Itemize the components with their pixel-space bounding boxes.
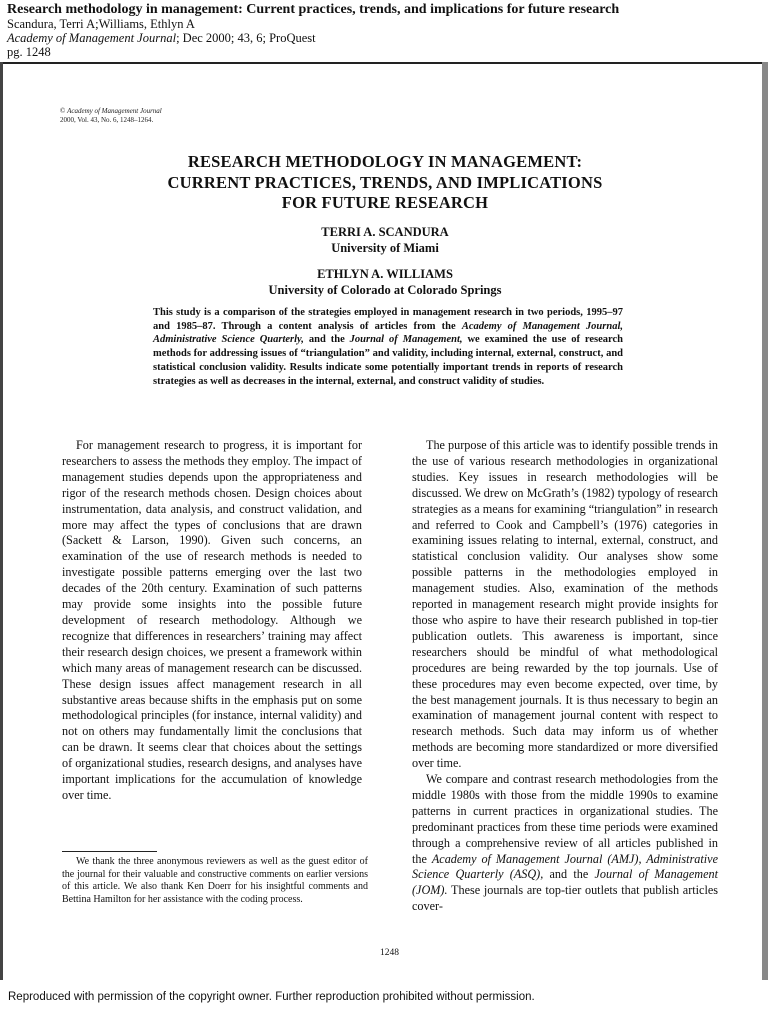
abstract-text: This study is a comparison of the strategies employed in management research in two periods, 1995–97 and 1985–87. Through a content analysis of articles from the bbox=[153, 307, 623, 332]
author-name: ETHLYN A. WILLIAMS bbox=[317, 267, 453, 281]
abstract-journals: Academy of Management Journal, Administrative Science Quarterly, bbox=[153, 320, 623, 346]
abstract-journal-jom: Journal of Management, bbox=[349, 334, 463, 346]
stamp-journal: Academy of Management Journal bbox=[67, 107, 162, 115]
title-line: FOR FUTURE RESEARCH bbox=[281, 193, 489, 212]
citation-source bbox=[7, 31, 762, 45]
page-edge-left bbox=[0, 62, 3, 980]
author-block bbox=[120, 224, 650, 256]
citation-header bbox=[7, 2, 762, 59]
title-line: RESEARCH METHODOLOGY IN MANAGEMENT: bbox=[187, 152, 583, 171]
journal-names: Academy of Management Journal (AMJ), Administrative Science Quarterly (ASQ), bbox=[412, 851, 718, 882]
title-line: CURRENT PRACTICES, TRENDS, AND IMPLICATIONS bbox=[167, 172, 603, 192]
citation-details: ; Dec 2000; 43, 6; ProQuest bbox=[176, 31, 316, 45]
author-block bbox=[120, 266, 650, 298]
copyright-symbol: © bbox=[60, 107, 66, 115]
body-paragraph: The purpose of this article was to identify possible trends in the use of various research methodologies in organizational studies. Key issues in research methodologies will be discussed. We drew on McGrath’s (1982) typology of research strategies as a means for examining “triangulation” in research and referred to Cook and Campbell’s (1976) categories in examining issues relating to internal, external, construct, and statistical conclusion validity. Our analyses show some possible patterns in the methodologies employed in management studies. Also, examination of the methods reported in management research might provide insights for those who aspire to have their research published in top-tier publication outlets. This awareness is important, since researchers should be mindful of what methodological procedures are being rewarded by the top journals. Use of these procedures may even become expected, over time, by the best management journals. It is thus necessary to begin an examination of management journal content with respect to research methods. Such data may inform us of whether methods are becoming more standardized or more diversified over time. bbox=[412, 438, 718, 771]
journal-jom: Journal of Management (JOM). bbox=[412, 867, 718, 898]
page-edge-right bbox=[762, 62, 768, 980]
page-number: 1248 bbox=[380, 948, 399, 958]
citation-title: Research methodology in management: Current practices, trends, and implications for future research bbox=[7, 2, 620, 17]
paragraph-text: We compare and contrast research methodologies from the middle 1980s with those from the middle 1990s to examine patterns in current practices in organizational studies. The predominant practices from these time periods were examined through a comprehensive review of all articles published in the bbox=[412, 772, 718, 866]
paragraph-text: and the bbox=[543, 867, 595, 882]
citation-page: pg. 1248 bbox=[7, 45, 51, 59]
body-paragraph bbox=[412, 772, 718, 915]
footnote-text: We thank the three anonymous reviewers as well as the guest editor of the journal for their valuable and constructive comments on earlier versions of this article. We also thank Ken Doerr for his insightful comments and Bettina Hamilton for her assistance with the coding process. bbox=[62, 856, 368, 905]
footnote-divider bbox=[62, 851, 157, 852]
author-affiliation: University of Miami bbox=[331, 241, 439, 255]
reproduction-notice: Reproduced with permission of the copyright owner. Further reproduction prohibited without permission. bbox=[8, 991, 535, 1003]
article-title bbox=[120, 152, 650, 214]
citation-authors: Scandura, Terri A;Williams, Ethlyn A bbox=[7, 17, 195, 31]
footnote bbox=[62, 856, 368, 906]
author-affiliation: University of Colorado at Colorado Springs bbox=[268, 283, 502, 297]
stamp-volume: 2000, Vol. 43, No. 6, 1248–1264. bbox=[60, 116, 154, 124]
author-name: TERRI A. SCANDURA bbox=[321, 225, 449, 239]
citation-journal: Academy of Management Journal bbox=[7, 31, 177, 45]
body-column-left bbox=[62, 438, 362, 804]
abstract-text: and the bbox=[303, 334, 350, 346]
journal-stamp bbox=[60, 107, 162, 125]
abstract bbox=[153, 306, 623, 388]
abstract-text: we examined the use of research methods for addressing issues of “triangulation” and validity, including internal, external, construct, and statistical conclusion validity. Results indicate some potentially important trends in reports of research strategies as well as decreases in the internal, external, and construct validity of studies. bbox=[153, 334, 623, 387]
body-column-right bbox=[412, 438, 718, 915]
paragraph-text: These journals are top-tier outlets that publish articles cover- bbox=[412, 883, 718, 914]
body-paragraph: For management research to progress, it is important for researchers to assess the methods they employ. The impact of management studies depends upon the appropriateness and rigor of the research methods chosen. Design choices about instrumentation, data analysis, and construct validation, and more may affect the types of conclusions that are drawn (Sackett & Larson, 1990). Given such concerns, an examination of the use of research methods is needed to investigate possible patterns emerging over the last two decades of the 20th century. Examination of such patterns may provide some insights into the possible future development of research methodology. Although we recognize that differences in researchers’ training may affect their research design choices, we present a framework within which many areas of management research can be discussed. These design issues affect management research in all substantive areas because shifts in the emphasis put on some methodological principles (for instance, internal validity) and not on others may fundamentally limit the conclusions that can be drawn. It seems clear that choices about the settings of organizational studies, research designs, and analyses have important implications for the accumulation of knowledge over time. bbox=[62, 438, 362, 802]
